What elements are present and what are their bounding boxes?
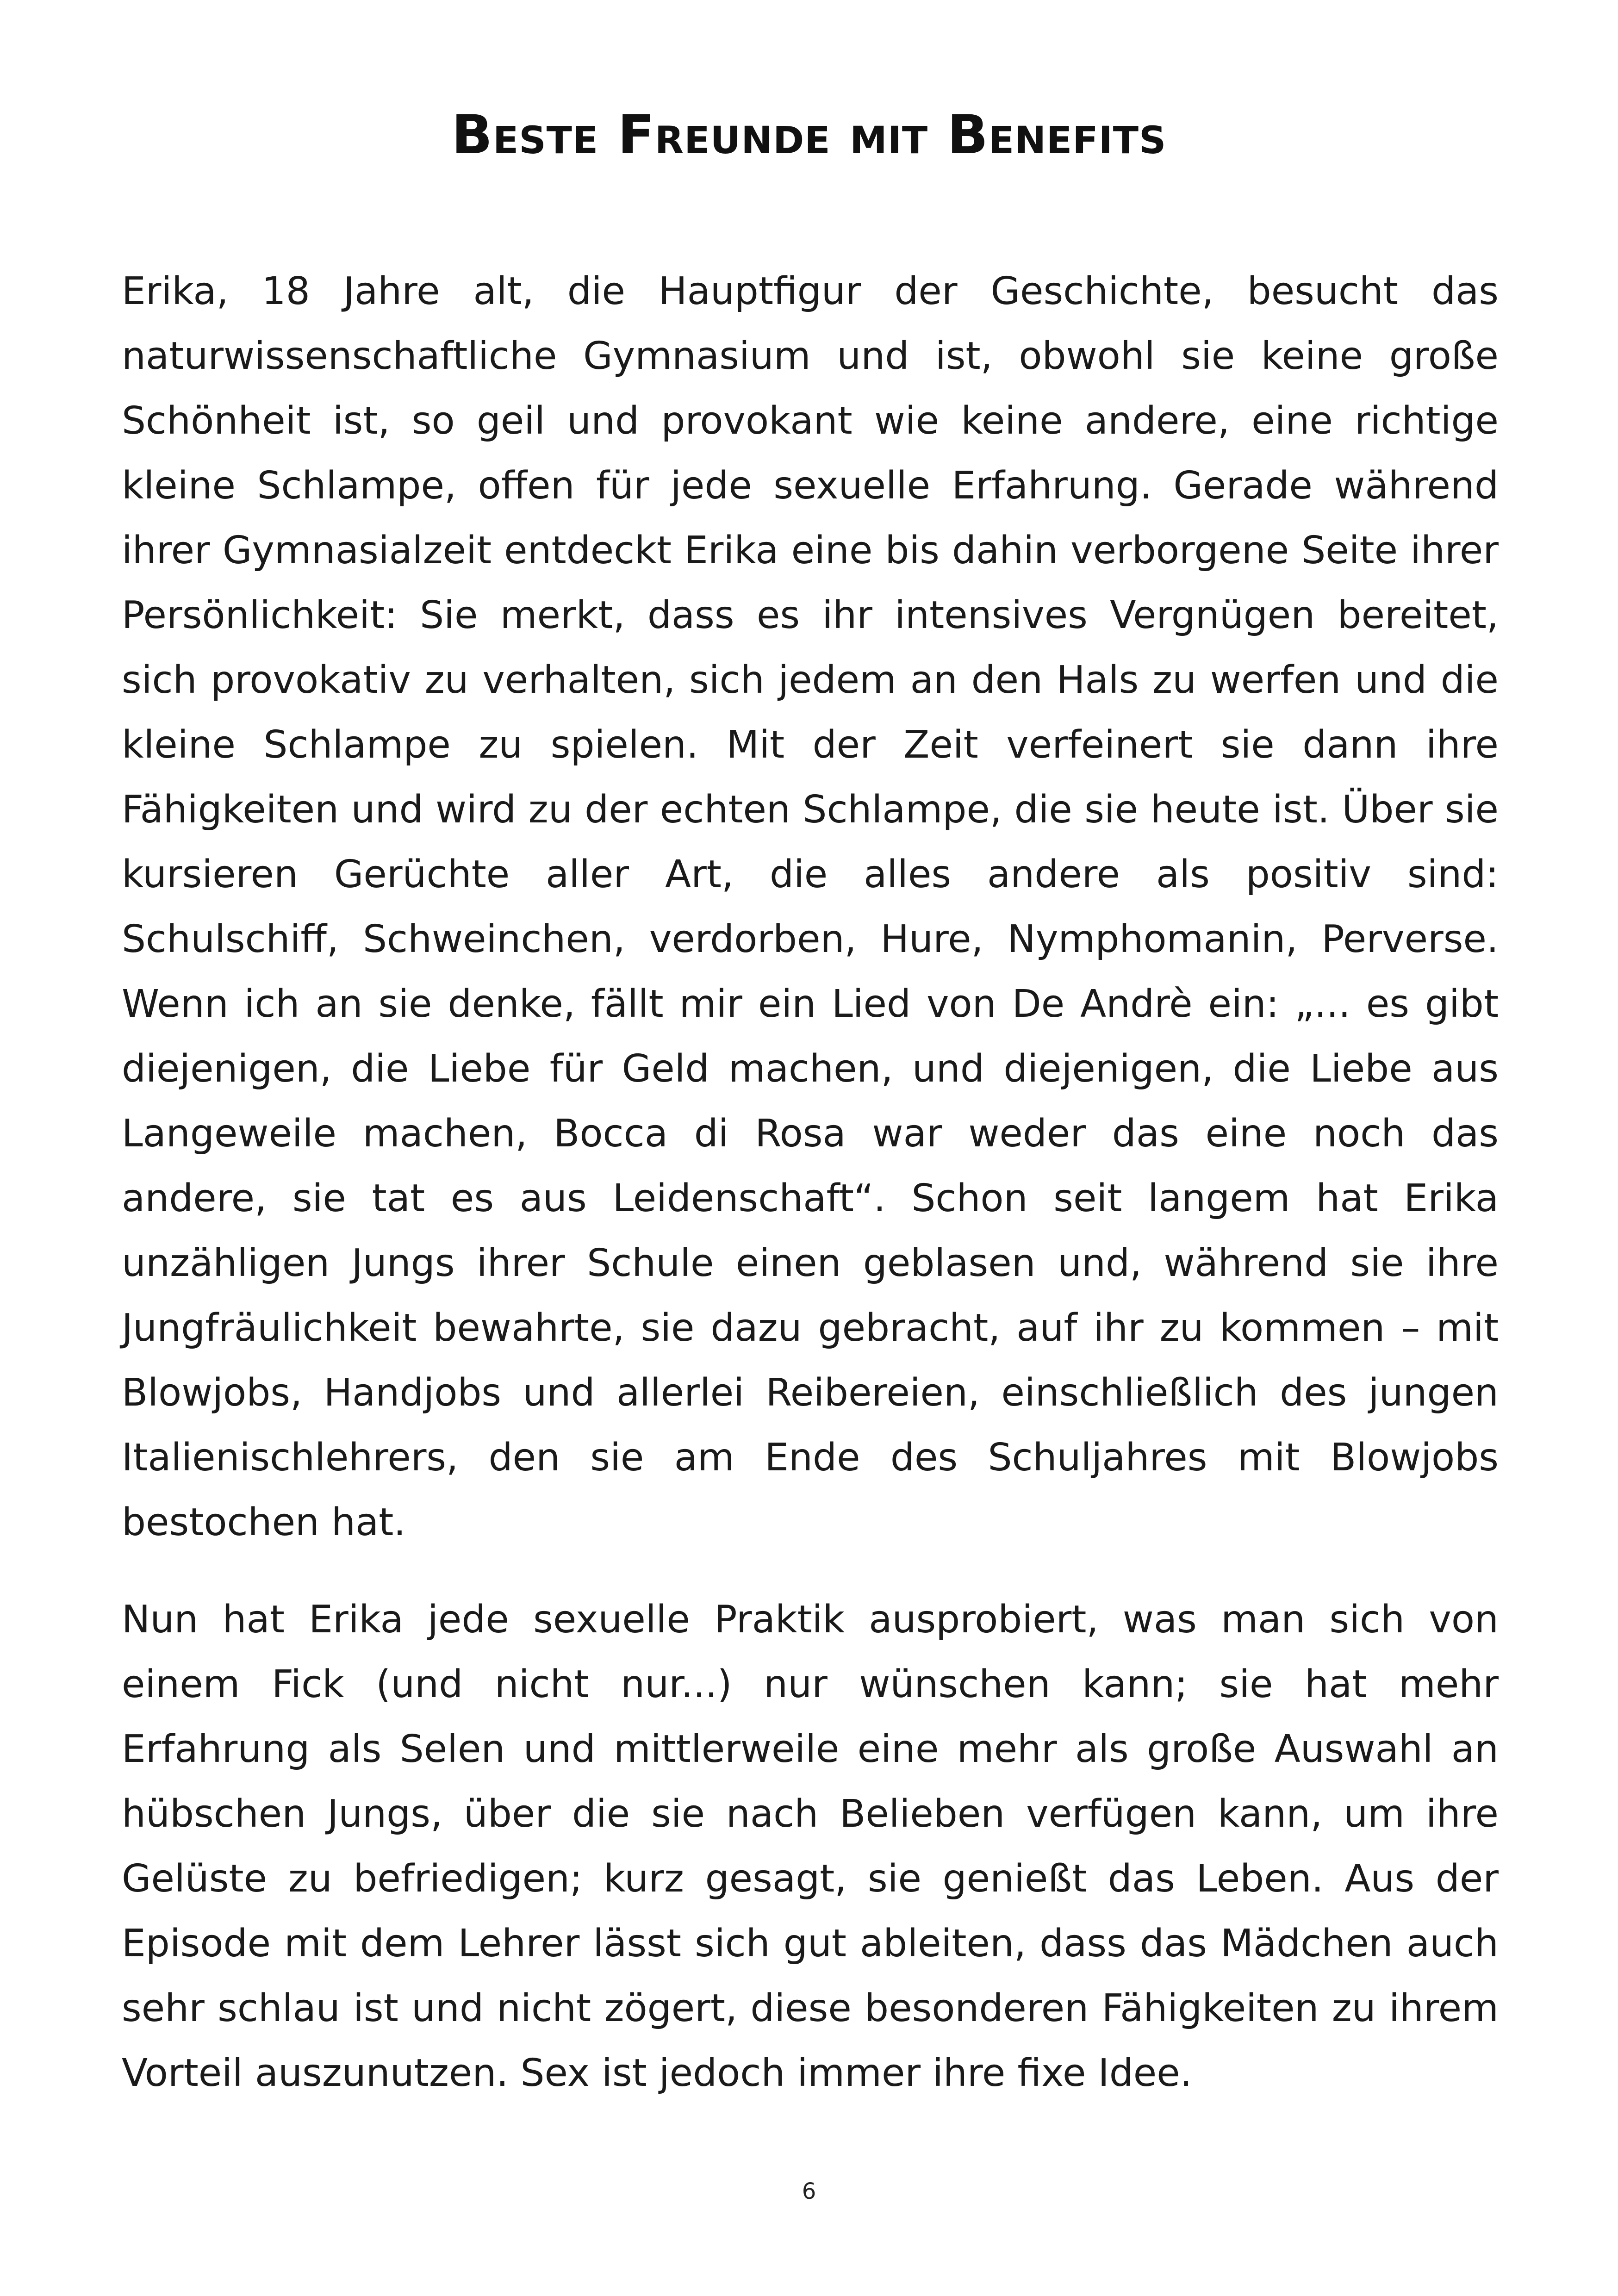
chapter-title: Beste Freunde mit Benefits [451,104,1167,166]
page-number: 6 [802,2178,816,2204]
body-text [122,259,1499,2106]
paragraph: Erika, 18 Jahre alt, die Hauptfigur der Geschichte, besucht das naturwissenschaftliche Gymnasium und ist, obwohl sie keine große Schönheit ist, so geil und provokant wie keine andere, eine richtige kleine Schlampe, offen für jede sexuelle Erfahrung. Gerade während ihrer Gymnasialzeit entdeckt Erika eine bis dahin verborgene Seite ihrer Persönlichkeit: Sie merkt, dass es ihr intensives Vergnügen bereitet, sich provokativ zu verhalten, sich jedem an den Hals zu werfen und die kleine Schlampe zu spielen. Mit der Zeit verfeinert sie dann ihre Fähigkeiten und wird zu der echten Schlampe, die sie heute ist. Über sie kursieren Gerüchte aller Art, die alles andere als positiv sind: Schulschiff, Schweinchen, verdorben, Hure, Nymphomanin, Perverse. Wenn ich an sie denke, fällt mir ein Lied von De Andrè ein: „... es gibt diejenigen, die Liebe für Geld machen, und diejenigen, die Liebe aus Langeweile machen, Bocca di Rosa war weder das eine noch das andere, sie tat es aus Leidenschaft“. Schon seit langem hat Erika unzähligen Jungs ihrer Schule einen geblasen und, während sie ihre Jungfräulichkeit bewahrte, sie dazu gebracht, auf ihr zu kommen – mit Blowjobs, Handjobs und allerlei Reibereien, einschließlich des jungen Italienischlehrers, den sie am Ende des Schuljahres mit Blowjobs bestochen hat. [122,269,1499,1544]
paragraph: Nun hat Erika jede sexuelle Praktik ausprobiert, was man sich von einem Fick (und nicht nur...) nur wünschen kann; sie hat mehr Erfahrung als Selen und mittlerweile eine mehr als große Auswahl an hübschen Jungs, über die sie nach Belieben verfügen kann, um ihre Gelüste zu befriedigen; kurz gesagt, sie genießt das Leben. Aus der Episode mit dem Lehrer lässt sich gut ableiten, dass das Mädchen auch sehr schlau ist und nicht zögert, diese besonderen Fähigkeiten zu ihrem Vorteil auszunutzen. Sex ist jedoch immer ihre fixe Idee. [122,1598,1499,2095]
